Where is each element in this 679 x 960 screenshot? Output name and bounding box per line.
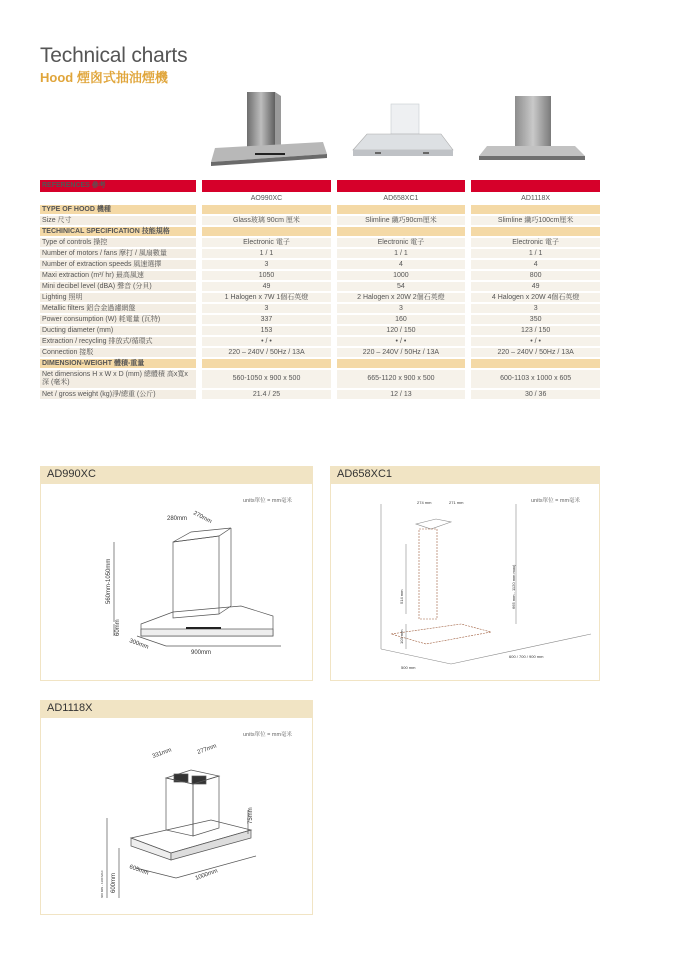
spec-value: 220 – 240V / 50Hz / 13A (202, 348, 330, 357)
spec-label: Lighting 照明 (40, 293, 196, 302)
references-row (40, 180, 600, 192)
diagram-pane-ad990xc (40, 483, 313, 681)
section-value (337, 359, 466, 368)
product-image-ao990xc (205, 90, 330, 170)
dim-h1-ad658xc1: 514 mm (399, 589, 404, 604)
spec-label: Maxi extraction (m³/ hr) 最高風速 (40, 271, 196, 280)
spec-value: 54 (337, 282, 466, 291)
dim-h3-ad1118x: 600 MIN - 1100 MAX (100, 870, 104, 898)
dim-h2-ad1118x: 600mm (111, 872, 117, 893)
spec-value: 2 Halogen x 20W 2個石英燈 (337, 293, 466, 302)
spec-value: 12 / 13 (337, 390, 466, 399)
spec-value: 1000 (337, 271, 466, 280)
table-row (40, 216, 600, 225)
section-value (202, 227, 330, 236)
dim-width-ad990xc: 900mm (191, 650, 212, 656)
table-row (40, 315, 600, 324)
section-value (471, 205, 600, 214)
spec-label: Connection 接駁 (40, 348, 196, 357)
spec-label: Mini decibel level (dBA) 聲音 (分貝) (40, 282, 196, 291)
dim-depth-ad990xc: 280mm (167, 516, 188, 522)
dim-d1-ad658xc1: 274 mm (417, 500, 432, 505)
section-value (471, 359, 600, 368)
section-value (337, 227, 466, 236)
spec-value: 337 (202, 315, 330, 324)
spec-value: 1050 (202, 271, 330, 280)
diagram-pane-ad658xc1 (330, 483, 600, 681)
units-note: units單位 = mm毫米 (243, 732, 293, 738)
spec-value: Electronic 電子 (337, 238, 466, 247)
section-header-row (40, 359, 600, 368)
dim-depth-bottom-ad990xc: 300mm (128, 638, 150, 651)
section-label: DIMENSION-WEIGHT 體積-重量 (40, 359, 196, 368)
spec-value: 220 – 240V / 50Hz / 13A (471, 348, 600, 357)
table-row (40, 238, 600, 247)
page-subtitle: Hood 煙囪式抽油煙機 (40, 70, 168, 85)
spec-value: 220 – 240V / 50Hz / 13A (337, 348, 466, 357)
product-image-ad1118x (475, 90, 590, 170)
product-name-value: AD658XC1 (337, 194, 466, 203)
spec-value: 153 (202, 326, 330, 335)
diagram-title-ad1118x: AD1118X (40, 700, 313, 717)
section-header-row (40, 205, 600, 214)
spec-label: Net / gross weight (kg)淨/總重 (公斤) (40, 390, 196, 399)
references-value (471, 180, 600, 192)
product-name-value: AD1118X (471, 194, 600, 203)
spec-value: 1 Halogen x 7W 1個石英燈 (202, 293, 330, 302)
diagram-title-ad658xc1: AD658XC1 (330, 466, 600, 483)
spec-value: 160 (337, 315, 466, 324)
units-note: units單位 = mm毫米 (531, 498, 581, 504)
references-label: REFERENCES 參考 (40, 180, 196, 192)
diagram-ad658xc1 (331, 484, 601, 682)
table-row (40, 293, 600, 302)
spec-value: 4 (471, 260, 600, 269)
spec-value: 3 (337, 304, 466, 313)
section-header-row (40, 227, 600, 236)
table-row (40, 249, 600, 258)
dim-h1-ad1118x: 75mm (248, 807, 254, 824)
spec-value: • / • (337, 337, 466, 346)
spec-value: 1 / 1 (471, 249, 600, 258)
table-row (40, 337, 600, 346)
table-row (40, 370, 600, 388)
spec-label: Metallic filters 鋁合金過濾網盤 (40, 304, 196, 313)
spec-value: 600-1103 x 1000 x 605 (471, 370, 600, 388)
section-value (337, 205, 466, 214)
dim-w2-ad1118x: 1000mm (194, 868, 219, 882)
section-label: TECHINICAL SPECIFICATION 技能規格 (40, 227, 196, 236)
product-image-ad658xc1 (345, 90, 460, 170)
dim-w2-ad658xc1: 600 / 700 / 900 mm (509, 654, 544, 659)
dim-h2-ad658xc1: 103 mm (399, 629, 404, 644)
table-row (40, 282, 600, 291)
spec-value: 3 (202, 260, 330, 269)
spec-value: 350 (471, 315, 600, 324)
dim-d2-ad658xc1: 271 mm (449, 500, 464, 505)
spec-value: 1 / 1 (337, 249, 466, 258)
dim-canopy-ad990xc: 60mm (115, 619, 121, 636)
spec-value: Electronic 電子 (202, 238, 330, 247)
spec-value: 4 Halogen x 20W 4個石英燈 (471, 293, 600, 302)
spec-label: Ducting diameter (mm) (40, 326, 196, 335)
page-title: Technical charts (40, 44, 188, 67)
spec-value: 1 / 1 (202, 249, 330, 258)
dim-w1-ad1118x: 605mm (128, 864, 150, 877)
spec-value: Electronic 電子 (471, 238, 600, 247)
product-names-row (40, 194, 600, 203)
spec-value: 21.4 / 25 (202, 390, 330, 399)
spec-value: 800 (471, 271, 600, 280)
spec-value: • / • (471, 337, 600, 346)
dim-w1-ad658xc1: 500 mm (401, 665, 416, 670)
diagram-title-ad990xc: AD990XC (40, 466, 313, 483)
spec-label: Number of motors / fans 摩打 / 風扇數量 (40, 249, 196, 258)
references-value (202, 180, 330, 192)
product-name-value: AO990XC (202, 194, 330, 203)
spec-label: Number of extraction speeds 風速選擇 (40, 260, 196, 269)
spec-table (40, 178, 600, 401)
product-name-label (40, 194, 196, 203)
references-value (337, 180, 466, 192)
dim-width-top-ad990xc: 270mm (192, 510, 213, 526)
spec-label: Type of controls 操控 (40, 238, 196, 247)
diagram-ad1118x (41, 718, 314, 916)
section-value (202, 205, 330, 214)
spec-value: 49 (202, 282, 330, 291)
spec-label: Size 尺寸 (40, 216, 196, 225)
dim-h3-ad658xc1: 665 mm - 1120 mm max) (511, 564, 516, 609)
spec-value: 49 (471, 282, 600, 291)
spec-value: 123 / 150 (471, 326, 600, 335)
section-value (202, 359, 330, 368)
spec-value: • / • (202, 337, 330, 346)
spec-label: Net dimensions H x W x D (mm) 總體積 高x寬x深 (毫米) (40, 370, 196, 388)
section-value (471, 227, 600, 236)
table-row (40, 260, 600, 269)
table-row (40, 326, 600, 335)
spec-value: 120 / 150 (337, 326, 466, 335)
units-note: units單位 = mm毫米 (243, 498, 293, 504)
spec-value: 4 (337, 260, 466, 269)
section-label: TYPE OF HOOD 機種 (40, 205, 196, 214)
diagram-pane-ad1118x (40, 717, 313, 915)
spec-value: Slimline 纖巧90cm厘米 (337, 216, 466, 225)
spec-value: 560-1050 x 900 x 500 (202, 370, 330, 388)
table-row (40, 348, 600, 357)
dim-height-ad990xc: 560mm-1050mm (106, 558, 112, 604)
spec-value: Slimline 纖巧100cm厘米 (471, 216, 600, 225)
spec-value: 30 / 36 (471, 390, 600, 399)
dim-d2-ad1118x: 277mm (196, 743, 218, 756)
spec-value: 665-1120 x 900 x 500 (337, 370, 466, 388)
spec-label: Power consumption (W) 耗電量 (瓦特) (40, 315, 196, 324)
spec-label: Extraction / recycling 排放式/循環式 (40, 337, 196, 346)
dim-d1-ad1118x: 331mm (151, 747, 173, 760)
spec-value: 3 (471, 304, 600, 313)
diagram-ad990xc (41, 484, 314, 682)
spec-value: Glass玻璃 90cm 厘米 (202, 216, 330, 225)
spec-value: 3 (202, 304, 330, 313)
table-row (40, 271, 600, 280)
table-row (40, 304, 600, 313)
table-row (40, 390, 600, 399)
